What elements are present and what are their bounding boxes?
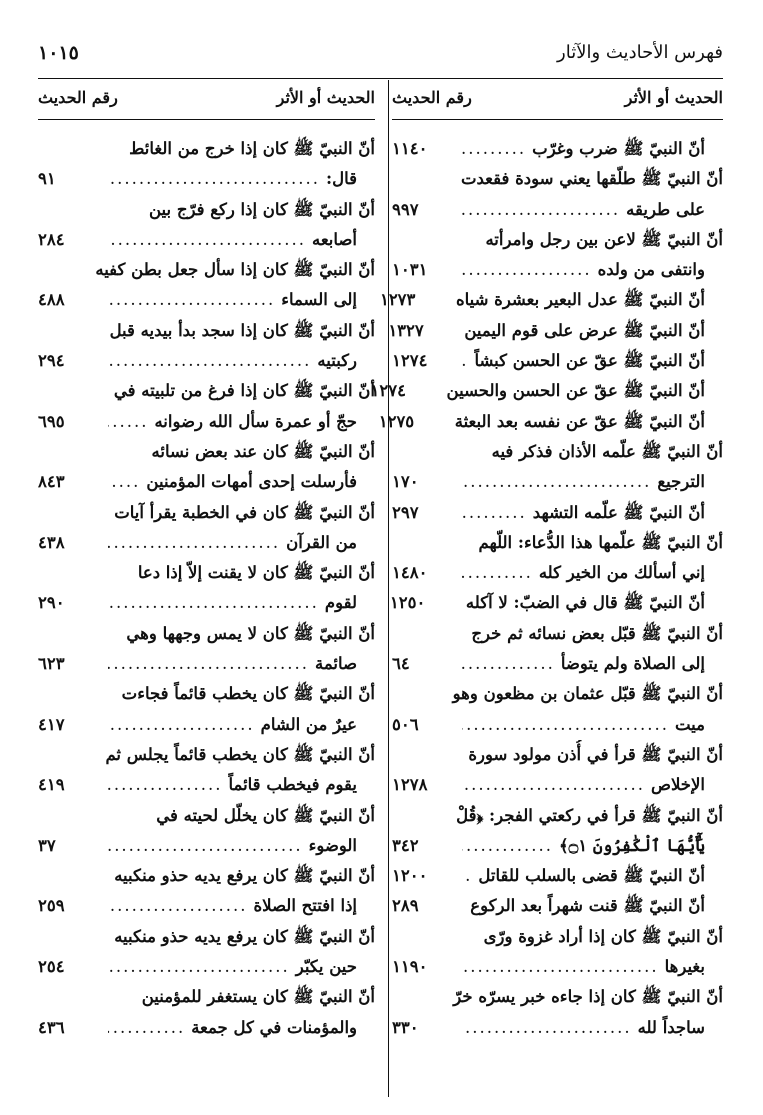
left-column xyxy=(38,80,375,1097)
dot-leader xyxy=(462,710,669,740)
hadith-number: ٣٣٠ xyxy=(392,1017,419,1037)
hadith-number: ٢٩٧ xyxy=(392,502,419,522)
entry-number-line xyxy=(38,285,375,315)
entry-number-line xyxy=(392,861,723,891)
entry-number-line xyxy=(392,1013,723,1043)
dot-leader xyxy=(462,498,527,528)
dot-leader xyxy=(462,831,553,861)
entry-text: أنّ النبيّ ﷺ قبّل بعض نسائه ثم خرج xyxy=(471,623,723,643)
hadith-number: ٢٩٤ xyxy=(38,351,65,371)
page-header xyxy=(38,38,723,72)
index-entry xyxy=(392,801,723,862)
entry-number-line xyxy=(389,588,723,618)
index-entry xyxy=(378,407,723,437)
entry-number-line xyxy=(38,710,375,740)
entry-text: أنّ النبيّ ﷺ علّمه الأذان فذكر فيه xyxy=(491,441,723,461)
right-column xyxy=(370,80,723,1097)
hadith-number: ١٢٧٤ xyxy=(392,351,428,371)
entry-text-tail: أنّ النبيّ ﷺ علّمه التشهد xyxy=(532,502,705,522)
hadith-number: ٦٩٥ xyxy=(38,411,65,431)
dot-leader xyxy=(462,649,555,679)
entry-text-tail: أصابعه xyxy=(311,229,357,249)
index-entry xyxy=(392,740,723,801)
index-entry xyxy=(392,922,723,983)
dot-leader xyxy=(108,285,275,315)
hadith-number: ٨٤٣ xyxy=(38,472,65,492)
entry-text-tail: أنّ النبيّ ﷺ عقّ عن الحسن كبشاً xyxy=(474,351,705,371)
entry-text: أنّ النبيّ ﷺ كان يستغفر للمؤمنين xyxy=(141,987,375,1007)
entry-number-line xyxy=(392,346,723,376)
dot-leader xyxy=(108,407,148,437)
index-entry xyxy=(379,285,723,315)
index-entry xyxy=(38,922,375,983)
index-entry xyxy=(38,558,375,619)
entry-text-tail: أنّ النبيّ ﷺ قال في الضبّ: لا آكله xyxy=(465,593,705,613)
entry-text: أنّ النبيّ ﷺ كان يرفع يديه حذو منكبيه xyxy=(114,866,375,886)
entry-number-line xyxy=(392,649,723,679)
entry-text: أنّ النبيّ ﷺ قرأ في ركعتي الفجر: ﴿قُلْ xyxy=(456,805,723,825)
running-title: فهرس الأحاديث والآثار xyxy=(557,42,723,63)
entry-number-line xyxy=(392,255,723,285)
hadith-number: ٤١٧ xyxy=(38,714,65,734)
entry-text-tail: حجّ أو عمرة سأل الله رضوانه xyxy=(154,411,357,431)
index-entry xyxy=(38,619,375,680)
index-entry xyxy=(38,740,375,801)
index-entry xyxy=(38,801,375,862)
index-entry xyxy=(38,982,375,1043)
entry-text: أنّ النبيّ ﷺ قبّل عثمان بن مظعون وهو xyxy=(452,684,723,704)
entry-number-line xyxy=(38,346,375,376)
index-entry xyxy=(38,195,375,256)
index-entry xyxy=(392,346,723,376)
entry-number-line xyxy=(392,195,723,225)
entry-text-tail: صائمة xyxy=(314,654,357,674)
hadith-number: ٢٥٤ xyxy=(38,957,65,977)
dot-leader xyxy=(462,255,592,285)
index-entry xyxy=(392,225,723,286)
index-entry xyxy=(38,134,375,195)
entry-text: أنّ النبيّ ﷺ كان لا يقنت إلاّ إذا دعا xyxy=(137,563,375,583)
dot-leader xyxy=(108,770,223,800)
entry-text-tail: حين يكبّر xyxy=(295,957,357,977)
header-rule xyxy=(38,78,723,79)
entry-text-tail: من القرآن xyxy=(286,532,357,552)
hadith-number: ٦٤ xyxy=(392,654,410,674)
index-entry xyxy=(38,861,375,922)
entry-number-line xyxy=(38,528,375,558)
index-entry xyxy=(392,528,723,589)
hadith-number: ١٤٨٠ xyxy=(392,563,428,583)
hadith-number: ١٣٢٧ xyxy=(388,320,424,340)
dot-leader xyxy=(462,467,651,497)
entry-text-tail: يقوم فيخطب قائماً xyxy=(228,775,357,795)
entry-text-tail: قال: xyxy=(326,169,357,189)
entry-number-line xyxy=(378,407,723,437)
entry-text: أنّ النبيّ ﷺ لاعن بين رجل وامرأته xyxy=(485,229,723,249)
entry-number-line xyxy=(38,1013,375,1043)
column-header xyxy=(392,80,723,120)
entry-text: أنّ النبيّ ﷺ كان إذا خرج من الغائط xyxy=(129,139,375,158)
entry-number-line xyxy=(392,952,723,982)
entry-text-tail: الترجيع xyxy=(657,472,705,492)
entry-text: أنّ النبيّ ﷺ كان إذا سأل جعل بطن كفيه xyxy=(95,260,375,280)
entry-text-tail: الإخلاص xyxy=(651,775,705,795)
index-entry xyxy=(38,498,375,559)
entry-text-tail: الوضوء xyxy=(308,835,357,855)
dot-leader xyxy=(462,1013,632,1043)
index-entry xyxy=(38,316,375,377)
entry-text: أنّ النبيّ ﷺ كان في الخطبة يقرأ آيات xyxy=(114,502,375,522)
entry-text: أنّ النبيّ ﷺ كان يخلّل لحيته في xyxy=(156,805,375,825)
hadith-number: ٣٧ xyxy=(38,835,56,855)
column-title: الحديث أو الأثر xyxy=(276,88,375,107)
entry-text-tail: أنّ النبيّ ﷺ قنت شهراً بعد الركوع xyxy=(470,896,705,916)
hadith-number: ٣٤٢ xyxy=(392,835,419,855)
dot-leader xyxy=(108,710,255,740)
index-entry xyxy=(392,164,723,225)
entry-text: أنّ النبيّ ﷺ كان إذا ركع فرّج بين xyxy=(148,199,375,219)
entry-text-tail: على طريقه xyxy=(626,199,705,219)
column-header xyxy=(38,80,375,120)
entry-number-line xyxy=(392,134,723,164)
entry-number-line xyxy=(392,467,723,497)
entry-text-tail: فأرسلت إحدى أمهات المؤمنين xyxy=(146,472,357,492)
entry-text: أنّ النبيّ ﷺ كان يخطب قائماً فجاءت xyxy=(121,684,375,704)
hadith-number: ٤٨٨ xyxy=(38,290,65,310)
dot-leader xyxy=(462,558,533,588)
entry-text-tail: يَٰٓأَيُّهَا ٱلْكَٰفِرُونَ ۝١﴾ xyxy=(558,835,705,855)
entry-number-line xyxy=(392,831,723,861)
dot-leader xyxy=(462,891,464,921)
index-entry xyxy=(392,619,723,680)
dot-leader xyxy=(108,346,311,376)
hadith-number: ٦٢٣ xyxy=(38,654,65,674)
hadith-number: ١٢٠٠ xyxy=(392,866,428,886)
dot-leader xyxy=(462,770,645,800)
index-entry xyxy=(389,588,723,618)
entry-number-line xyxy=(38,164,375,194)
index-entry xyxy=(392,982,723,1043)
hadith-number: ١٠٣١ xyxy=(392,260,428,280)
entry-text-tail: إلى السماء xyxy=(281,290,357,310)
entry-text-tail: والمؤمنات في كل جمعة xyxy=(191,1017,357,1037)
index-entry xyxy=(392,498,723,528)
dot-leader xyxy=(108,891,248,921)
hadith-number: ١٧٠ xyxy=(392,472,419,492)
hadith-number: ٥٠٦ xyxy=(392,714,419,734)
entry-text-tail: أنّ النبيّ ﷺ عقّ عن الحسن والحسين xyxy=(446,381,705,401)
entries-list xyxy=(38,120,375,1043)
hadith-number: ٤١٩ xyxy=(38,775,65,795)
column-number-title: رقم الحديث xyxy=(38,88,118,107)
entry-number-line xyxy=(38,649,375,679)
hadith-number: ٢٨٩ xyxy=(392,896,419,916)
index-entry xyxy=(392,679,723,740)
page-number: ١٠١٥ xyxy=(38,42,79,64)
hadith-number: ١٢٧٤ xyxy=(370,381,406,401)
entry-number-line xyxy=(38,407,375,437)
entry-text-tail: إذا افتتح الصلاة xyxy=(253,896,357,916)
entry-text: أنّ النبيّ ﷺ كان إذا سجد بدأ بيديه قبل xyxy=(109,320,375,340)
entry-text-tail: ساجداً لله xyxy=(637,1017,705,1037)
entry-text: أنّ النبيّ ﷺ قرأ في أُذن مولود سورة xyxy=(468,744,723,764)
hadith-number: ١٢٧٥ xyxy=(378,411,415,431)
hadith-number: ١٢٧٨ xyxy=(392,775,428,795)
entry-text: أنّ النبيّ ﷺ علّمها هذا الدُّعاء: اللّهم xyxy=(478,532,723,552)
index-entry xyxy=(38,255,375,316)
entry-text-tail: إلى الصلاة ولم يتوضأ xyxy=(560,654,705,674)
column-divider xyxy=(388,80,389,1097)
dot-leader xyxy=(108,588,319,618)
entry-text-tail: عيرٌ من الشام xyxy=(260,714,357,734)
hadith-number: ٤٣٦ xyxy=(38,1017,65,1037)
entry-text-tail: بغيرها xyxy=(664,957,705,977)
index-entry xyxy=(392,437,723,498)
column-title: الحديث أو الأثر xyxy=(624,88,723,107)
hadith-number: ١١٤٠ xyxy=(392,139,428,158)
dot-leader xyxy=(108,952,290,982)
entries-list xyxy=(370,120,723,1043)
entry-number-line xyxy=(38,225,375,255)
index-entry xyxy=(392,891,723,921)
entry-number-line xyxy=(392,710,723,740)
entry-number-line xyxy=(392,770,723,800)
entry-number-line xyxy=(392,498,723,528)
dot-leader xyxy=(108,225,306,255)
entry-text: أنّ النبيّ ﷺ كان عند بعض نسائه xyxy=(151,441,375,461)
entry-number-line xyxy=(38,952,375,982)
entry-text-tail: إني أسألك من الخير كله xyxy=(538,563,705,583)
hadith-number: ٢٨٤ xyxy=(38,229,65,249)
entry-number-line xyxy=(38,770,375,800)
entry-number-line xyxy=(38,588,375,618)
entry-number-line xyxy=(370,376,723,406)
entry-text: أنّ النبيّ ﷺ كان إذا فرغ من تلبيته في xyxy=(113,381,375,401)
index-entry xyxy=(38,437,375,498)
dot-leader xyxy=(108,1013,185,1043)
entry-text: أنّ النبيّ ﷺ كان يخطب قائماً يجلس ثم xyxy=(105,744,375,764)
entry-number-line xyxy=(38,891,375,921)
entry-text-tail: أنّ النبيّ ﷺ عرض على قوم اليمين xyxy=(464,320,705,340)
dot-leader xyxy=(108,528,280,558)
index-entry xyxy=(370,376,723,406)
dot-leader xyxy=(462,346,468,376)
entry-text: أنّ النبيّ ﷺ طلّقها يعني سودة فقعدت xyxy=(460,169,723,189)
index-entry xyxy=(38,376,375,437)
index-entry xyxy=(392,861,723,891)
index-entry xyxy=(392,134,723,164)
dot-leader xyxy=(108,467,140,497)
dot-leader xyxy=(462,195,620,225)
hadith-number: ٩١ xyxy=(38,169,56,189)
entry-number-line xyxy=(38,831,375,861)
index-entry xyxy=(38,679,375,740)
hadith-number: ٢٩٠ xyxy=(38,593,65,613)
hadith-number: ٩٩٧ xyxy=(392,199,419,219)
entry-text-tail: ركبتيه xyxy=(317,351,357,371)
entry-text-tail: لقوم xyxy=(324,593,357,613)
entry-number-line xyxy=(388,316,723,346)
hadith-number: ١٢٥٠ xyxy=(389,593,426,613)
entry-number-line xyxy=(38,467,375,497)
dot-leader xyxy=(462,861,472,891)
entry-text-tail: وانتفى من ولده xyxy=(597,260,705,280)
hadith-number: ١٢٧٣ xyxy=(379,290,416,310)
index-entry xyxy=(388,316,723,346)
dot-leader xyxy=(462,952,659,982)
dot-leader xyxy=(462,134,526,164)
entry-number-line xyxy=(379,285,723,315)
dot-leader xyxy=(108,831,303,861)
entry-text-tail: أنّ النبيّ ﷺ قضى بالسلب للقاتل xyxy=(478,866,705,886)
entry-number-line xyxy=(392,558,723,588)
entry-text-tail: أنّ النبيّ ﷺ عقّ عن نفسه بعد البعثة xyxy=(454,411,705,431)
entry-text: أنّ النبيّ ﷺ كان إذا جاءه خبر يسرّه خرّ xyxy=(453,987,723,1007)
dot-leader xyxy=(108,649,309,679)
hadith-number: ١١٩٠ xyxy=(392,957,428,977)
entry-text: أنّ النبيّ ﷺ كان لا يمس وجهها وهي xyxy=(126,623,375,643)
dot-leader xyxy=(108,164,320,194)
entry-text-tail: أنّ النبيّ ﷺ ضرب وغرّب xyxy=(532,139,705,158)
column-number-title: رقم الحديث xyxy=(392,88,472,107)
entry-text-tail: ميت xyxy=(674,714,705,734)
hadith-number: ٤٣٨ xyxy=(38,532,65,552)
entry-text-tail: أنّ النبيّ ﷺ عدل البعير بعشرة شياه xyxy=(455,290,705,310)
entry-number-line xyxy=(392,891,723,921)
hadith-number: ٢٥٩ xyxy=(38,896,65,916)
entry-text: أنّ النبيّ ﷺ كان إذا أراد غزوة ورّى xyxy=(483,926,723,946)
entry-text: أنّ النبيّ ﷺ كان يرفع يديه حذو منكبيه xyxy=(114,926,375,946)
